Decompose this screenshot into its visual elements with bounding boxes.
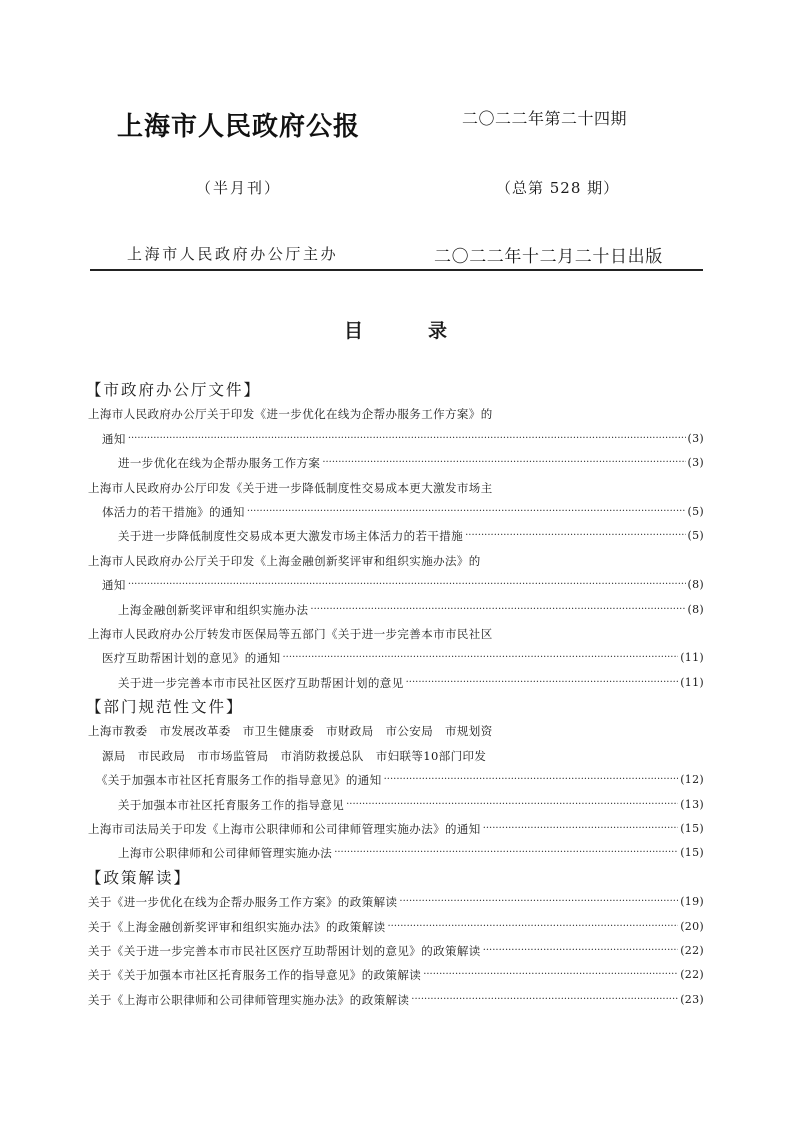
- entry-text: 关于《关于加强本市社区托育服务工作的指导意见》的政策解读: [88, 968, 422, 983]
- dot-leader: [483, 939, 679, 963]
- toc-entry-line[interactable]: [88, 402, 704, 426]
- entry-text: 关于《上海金融创新奖评审和组织实施办法》的政策解读: [88, 919, 386, 934]
- dot-leader: [465, 524, 685, 548]
- entry-text: 《关于加强本市社区托育服务工作的指导意见》的通知: [96, 773, 382, 788]
- toc-sub-entry[interactable]: [88, 451, 704, 475]
- toc-sub-entry[interactable]: [88, 598, 704, 622]
- section-heading: 【市政府办公厅文件】: [86, 381, 262, 399]
- entry-text: 上海市人民政府办公厅转发市医保局等五部门《关于进一步完善本市市民社区: [88, 626, 493, 641]
- dot-leader: [388, 915, 679, 939]
- entry-text: 关于《上海市公职律师和公司律师管理实施办法》的政策解读: [88, 992, 410, 1007]
- page-number: (11): [680, 651, 704, 665]
- page-number: (3): [687, 456, 704, 470]
- table-of-contents: [88, 378, 704, 1012]
- entry-text: 体活力的若干措施》的通知: [102, 504, 245, 519]
- issue-number: 二〇二二年第二十四期: [462, 109, 628, 128]
- section-heading: 【政策解读】: [86, 868, 192, 887]
- page-number: (22): [680, 943, 704, 957]
- page-number: (8): [687, 578, 704, 592]
- entry-text: 通知: [102, 578, 126, 593]
- toc-title-char-2: 录: [428, 320, 448, 342]
- entry-text: 关于《进一步优化在线为企帮办服务工作方案》的政策解读: [88, 895, 398, 910]
- page-number: (8): [687, 602, 704, 616]
- dot-leader: [334, 841, 678, 865]
- entry-text: 上海市教委 市发展改革委 市卫生健康委 市财政局 市公安局 市规划资: [88, 724, 493, 739]
- toc-entry[interactable]: [88, 963, 704, 987]
- toc-entry[interactable]: [88, 988, 704, 1012]
- dot-leader: [128, 427, 686, 451]
- dot-leader: [399, 890, 678, 914]
- toc-sub-entry[interactable]: [88, 841, 704, 865]
- dot-leader: [423, 963, 678, 987]
- entry-text: 医疗互助帮困计划的意见》的通知: [102, 651, 281, 666]
- page-number: (5): [687, 529, 704, 543]
- dot-leader: [411, 988, 678, 1012]
- gazette-title: 上海市人民政府公报: [117, 112, 361, 142]
- page-number: (22): [680, 968, 704, 982]
- entry-text: 进一步优化在线为企帮办服务工作方案: [118, 456, 321, 471]
- page-number: (23): [680, 992, 704, 1006]
- toc-entry-line[interactable]: [88, 549, 704, 573]
- page-number: (3): [687, 431, 704, 445]
- toc-entry-line[interactable]: [88, 476, 704, 500]
- header-divider: [90, 269, 703, 271]
- dot-leader: [247, 500, 686, 524]
- toc-entry[interactable]: [88, 500, 704, 524]
- page-number: (19): [680, 895, 704, 909]
- toc-title-char-1: 目: [344, 320, 364, 342]
- page-number: (11): [680, 675, 704, 689]
- dot-leader: [346, 793, 678, 817]
- entry-text: 关于进一步降低制度性交易成本更大激发市场主体活力的若干措施: [118, 529, 464, 544]
- entry-text: 上海市公职律师和公司律师管理实施办法: [118, 846, 333, 861]
- dot-leader: [310, 598, 685, 622]
- page-number: (12): [680, 773, 704, 787]
- entry-text: 上海市人民政府办公厅关于印发《上海金融创新奖评审和组织实施办法》的: [88, 553, 481, 568]
- entry-text: 上海市人民政府办公厅印发《关于进一步降低制度性交易成本更大激发市场主: [88, 480, 493, 495]
- page-number: (15): [680, 846, 704, 860]
- total-issue-number: （总第 528 期）: [496, 179, 620, 197]
- entry-text: 源局 市民政局 市市场监管局 市消防救援总队 市妇联等10部门印发: [102, 748, 487, 763]
- toc-sub-entry[interactable]: [88, 524, 704, 548]
- publish-date: 二〇二二年十二月二十日出版: [434, 247, 663, 267]
- entry-text: 上海金融创新奖评审和组织实施办法: [118, 602, 309, 617]
- page-number: (15): [680, 822, 704, 836]
- entry-text: 关于《关于进一步完善本市市民社区医疗互助帮困计划的意见》的政策解读: [88, 943, 481, 958]
- entry-text: 上海市人民政府办公厅关于印发《进一步优化在线为企帮办服务工作方案》的: [88, 407, 493, 422]
- dot-leader: [406, 671, 679, 695]
- toc-entry[interactable]: [88, 939, 704, 963]
- dot-leader: [322, 451, 685, 475]
- toc-entry[interactable]: [88, 890, 704, 914]
- toc-entry[interactable]: [88, 768, 704, 792]
- toc-entry-line[interactable]: [88, 744, 704, 768]
- entry-text: 通知: [102, 431, 126, 446]
- toc-entry[interactable]: [88, 817, 704, 841]
- sponsor: 上海市人民政府办公厅主办: [127, 245, 339, 263]
- toc-entry[interactable]: [88, 573, 704, 597]
- dot-leader: [128, 573, 686, 597]
- entry-text: 关于进一步完善本市市民社区医疗互助帮困计划的意见: [118, 675, 404, 690]
- toc-entry-line[interactable]: [88, 622, 704, 646]
- toc-entry[interactable]: [88, 646, 704, 670]
- dot-leader: [384, 768, 679, 792]
- toc-sub-entry[interactable]: [88, 671, 704, 695]
- page-number: (20): [680, 919, 704, 933]
- dot-leader: [283, 646, 679, 670]
- entry-text: 关于加强本市社区托育服务工作的指导意见: [118, 797, 345, 812]
- dot-leader: [483, 817, 679, 841]
- page-number: (5): [687, 504, 704, 518]
- section-heading: 【部门规范性文件】: [86, 698, 244, 717]
- entry-text: 上海市司法局关于印发《上海市公职律师和公司律师管理实施办法》的通知: [88, 822, 481, 837]
- page-number: (13): [680, 797, 704, 811]
- toc-sub-entry[interactable]: [88, 793, 704, 817]
- toc-entry-line[interactable]: [88, 719, 704, 743]
- toc-entry[interactable]: [88, 915, 704, 939]
- toc-entry[interactable]: [88, 427, 704, 451]
- publication-frequency: （半月刊）: [196, 179, 282, 197]
